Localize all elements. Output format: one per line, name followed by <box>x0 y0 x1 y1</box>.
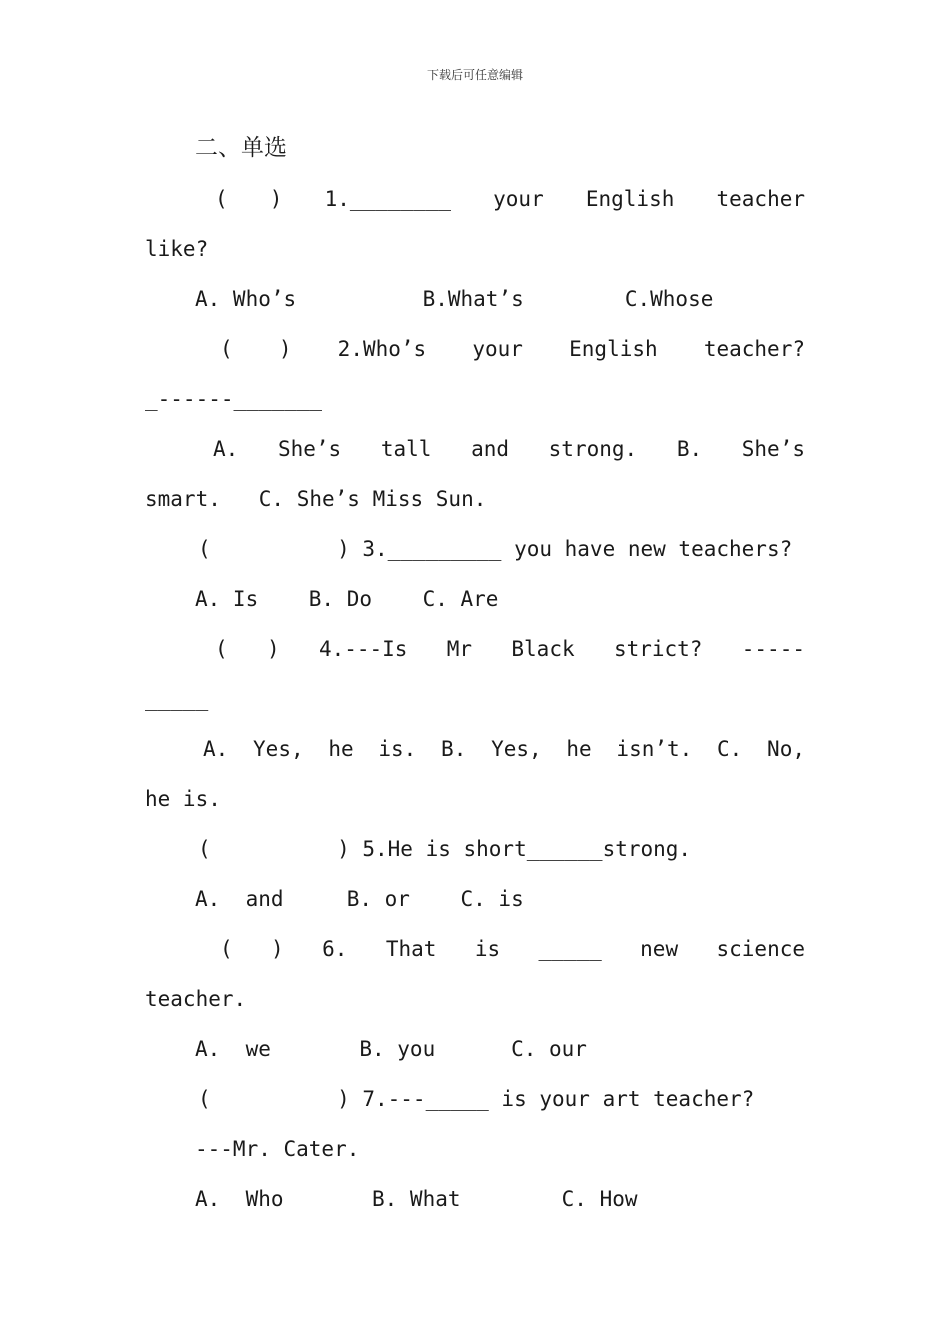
page-header: 下载后可任意编辑 <box>426 68 523 82</box>
question-3-options: A. Is B. Do C. Are <box>195 587 499 611</box>
question-6-line-1: ( ) 6. That is _____ new science <box>220 937 805 961</box>
question-5: ( ) 5.He is short______strong. <box>198 837 692 861</box>
section-title: 二、单选 <box>195 135 287 161</box>
question-2-line-1: ( ) 2.Who’s your English teacher? <box>220 337 805 361</box>
question-7: ( ) 7.---_____ is your art teacher? <box>198 1087 755 1111</box>
question-1-line-2: like? <box>145 237 209 261</box>
question-7-options: A. Who B. What C. How <box>195 1187 638 1211</box>
question-7-answer: ---Mr. Cater. <box>195 1137 360 1161</box>
question-4-options-line-2: he is. <box>145 787 221 811</box>
question-3: ( ) 3._________ you have new teachers? <box>198 537 793 561</box>
question-5-options: A. and B. or C. is <box>195 887 524 911</box>
question-6-options: A. we B. you C. our <box>195 1037 587 1061</box>
question-1-line-1: ( ) 1.________ your English teacher <box>215 187 805 211</box>
question-2-options-line-1: A. She’s tall and strong. B. She’s <box>213 437 805 461</box>
question-2-options-line-2: smart. C. She’s Miss Sun. <box>145 487 487 511</box>
question-2-line-2: _------_______ <box>145 387 323 411</box>
question-4-line-1: ( ) 4.---Is Mr Black strict? ----- <box>215 637 805 661</box>
question-4-line-2: _____ <box>145 687 209 711</box>
question-6-line-2: teacher. <box>145 987 247 1011</box>
question-1-options: A. Who’s B.What’s C.Whose <box>195 287 714 311</box>
question-4-options-line-1: A. Yes, he is. B. Yes, he isn’t. C. No, <box>203 737 805 761</box>
